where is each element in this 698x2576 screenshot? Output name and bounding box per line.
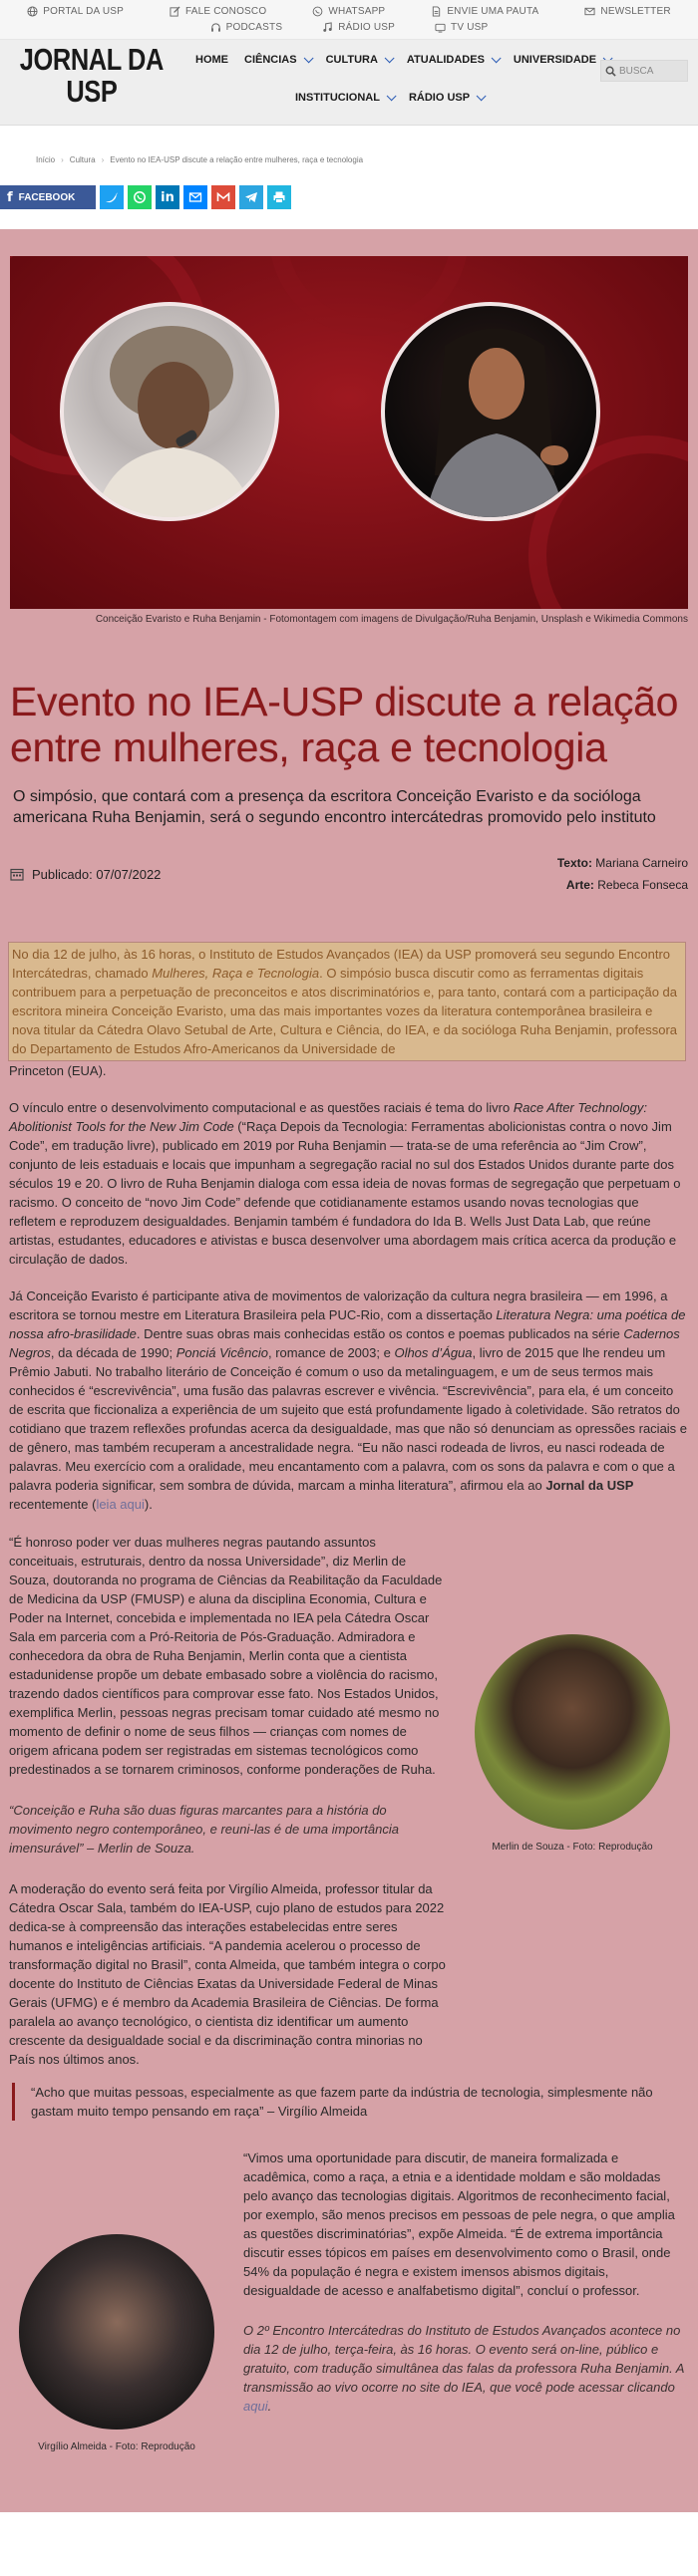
utility-links-row-1	[0, 6, 698, 17]
email-share-button[interactable]	[183, 185, 207, 209]
chevron-down-icon	[387, 91, 397, 101]
ruha-benjamin-photo	[381, 302, 600, 521]
mail-icon	[584, 6, 595, 17]
nav-item-universidade[interactable]	[514, 54, 609, 66]
iea-site-link[interactable]: aqui	[243, 2399, 268, 2414]
whatsapp-share-button[interactable]	[128, 185, 152, 209]
document-icon	[431, 6, 442, 17]
nav-item-label: HOME	[195, 54, 228, 66]
whatsapp-icon	[133, 190, 147, 204]
nav-item-label: ATUALIDADES	[406, 54, 485, 66]
nav-item-cultura[interactable]	[326, 54, 391, 66]
facebook-share-button[interactable]	[0, 185, 96, 209]
breadcrumb	[0, 147, 698, 171]
tv-icon	[435, 22, 446, 33]
merlin-figure	[448, 1533, 697, 1858]
utility-link-whatsapp[interactable]	[312, 6, 385, 17]
nav-item-label: UNIVERSIDADE	[513, 54, 597, 66]
breadcrumb-separator-icon: ›	[61, 154, 64, 164]
linkedin-share-button[interactable]	[156, 185, 179, 209]
gmail-icon	[216, 190, 230, 204]
virgilio-section	[0, 2121, 698, 2452]
twitter-share-button[interactable]	[100, 185, 124, 209]
edit-icon	[170, 6, 180, 17]
globe-icon	[27, 6, 38, 17]
logo-line-2: USP	[66, 74, 118, 109]
whatsapp-icon	[312, 6, 323, 17]
site-header	[0, 40, 698, 126]
paragraph-2: O vínculo entre o desenvolvimento computacional e as questões raciais é tema do livro Race After Technology: Abolitionist Tools for the New Jim Code (“Raça Depois da Tecnologia: Ferramentas abolicionistas contra o novo Jim Code”, em tradução livre), publicado em 2019 por Ruha Benjamin — trata-se de uma referência ao “Jim Crow”, conjunto de leis estaduais e locais que impunham a segregação racial no sul dos Estados Unidos durante parte dos séculos 19 e 20. O livro de Ruha Benjamin dialoga com essa ideia de novas formas de segregação que perpetuam o racismo. O conceito de “novo Jim Code” defende que cotidianamente estamos usando novas tecnologias que refletem e reproduzem desigualdades. Benjamin também é fundadora do Ida B. Wells Just Data Lab, que reúne artistas, estudantes, educadores e ativistas e busca desenvolver uma abordagem mais crítica acerca da produção e circulação de dados.	[9, 1100, 681, 1267]
chevron-down-icon	[385, 53, 395, 63]
utility-link-portal-da-usp[interactable]	[27, 6, 124, 17]
nav-item-label: RÁDIO USP	[408, 92, 471, 104]
utility-link-label: TV USP	[451, 22, 489, 33]
credits	[557, 852, 688, 896]
utility-link-label: RÁDIO USP	[338, 22, 396, 33]
print-icon	[272, 190, 286, 204]
breadcrumb-separator-icon: ›	[101, 154, 105, 164]
utility-bar	[0, 0, 698, 40]
published-label: Publicado:	[32, 866, 93, 882]
hero-caption: Conceição Evaristo e Ruha Benjamin - Fotomontagem com imagens de Divulgação/Ruha Benjamin, Unsplash e Wikimedia Commons	[95, 614, 688, 625]
nav-item-label: CULTURA	[325, 54, 378, 66]
music-icon	[322, 22, 333, 33]
paragraph-5: A moderação do evento será feita por Virgílio Almeida, professor titular da Cátedra Oscar Sala, também do IEA-USP, cujo plano de estudos para 2022 dedica-se à compreensão das interações estabelecidas entre seres humanos e inteligências artificiais. “A pandemia acelerou o processo de transformação digital no Brasil”, conta Almeida, que também integra o corpo docente do Instituto de Ciências Exatas da Universidade Federal de Minas Gerais (UFMG) e é membro da Academia Brasileira de Ciências. De forma paralela ao avanço tecnológico, o cientista diz identificar um aumento crescente da desigualdade social e da discriminação contra minorias no País nos últimos anos.	[9, 1881, 446, 2067]
highlighted-paragraph: No dia 12 de julho, às 16 horas, o Instituto de Estudos Avançados (IEA) da USP promoverá seu segundo Encontro Intercátedras, chamado Mulheres, Raça e Tecnologia. O simpósio busca discutir como as ferramentas digitais contribuem para a perpetuação de preconceitos e atos discriminatórios e, para tanto, contará com a participação da escritora mineira Conceição Evaristo, uma das mais importantes vozes da literatura contemporânea brasileira e nova titular da Cátedra Olavo Setubal de Arte, Cultura e Ciência, do IEA, e da socióloga Ruha Benjamin, professora do Departamento de Estudos Afro-Americanos da Universidade de	[8, 942, 686, 1061]
utility-link-label: NEWSLETTER	[600, 6, 671, 17]
breadcrumb-item[interactable]: Início	[36, 154, 56, 164]
conceicao-evaristo-photo	[60, 302, 279, 521]
main-nav-row-2	[295, 88, 483, 108]
text-author: Mariana Carneiro	[595, 856, 688, 870]
paragraph-6: “Vimos uma oportunidade para discutir, de maneira formalizada e acadêmica, como a raça, a etnia e a identidade moldam e são moldadas pelo avanço das tecnologias digitais. Algoritmos de reconhecimento facial, por exemplo, são menos precisos em pessoas de pele negra, o que amplia as questões discriminatórias”, expõe Almeida. “É de extrema importância discutir esses tópicos em países em desenvolvimento como o Brasil, onde 54% da população é negra e existem imensos abismos digitais, desigualdade de acesso e analfabetismo digital”, concluí o professor.	[243, 2150, 675, 2298]
gmail-share-button[interactable]	[211, 185, 235, 209]
nav-item-ciencias[interactable]	[244, 54, 310, 66]
telegram-share-button[interactable]	[239, 185, 263, 209]
art-author: Rebeca Fonseca	[597, 878, 688, 892]
article-meta	[0, 828, 698, 896]
search-icon[interactable]	[605, 66, 616, 77]
facebook-icon: f	[7, 189, 13, 205]
article-lede: O simpósio, que contará com a presença da escritora Conceição Evaristo e da socióloga americana Ruha Benjamin, será o segundo encontro intercátedras promovido pelo instituto	[13, 788, 656, 826]
chevron-down-icon	[492, 53, 502, 63]
utility-link-radio-usp[interactable]	[322, 22, 395, 33]
closing-paragraph: O 2º Encontro Intercátedras do Instituto de Estudos Avançados acontece no dia 12 de julho, terça-feira, às 16 horas. O evento será on-line, público e gratuito, com tradução simultânea das falas da professora Ruha Benjamin. A transmissão ao vivo ocorre no site do IEA, que você pode acessar clicando aqui.	[243, 2323, 684, 2414]
utility-link-fale-conosco[interactable]	[170, 6, 266, 17]
paragraph-4: “É honroso poder ver duas mulheres negras pautando assuntos conceituais, estruturais, dentro da nossa Universidade”, diz Merlin de Souza, doutoranda no programa de Ciências da Reabilitação da Faculdade de Medicina da USP (FMUSP) e aluna da disciplina Economia, Cultura e Poder na Internet, concebida e implementada no IEA pela Cátedra Oscar Sala em parceria com a Pró-Reitoria de Pós-Graduação. Admiradora e conhecedora da obra de Ruha Benjamin, Merlin conta que a cientista estadunidense propõe um debate embasado sobre a violência do racismo, trazendo dados científicos para comprovar esse fato. Nos Estados Unidos, exemplifica Merlin, pessoas negras precisam tomar cuidado até mesmo no momento de definir o nome de seus filhos — crianças com nomes de origem africana podem ser registradas em sistemas tecnológicos como predestinados a se tornarem criminosos, conforme ponderações de Ruha.	[9, 1535, 443, 1777]
virgilio-caption: Virgílio Almeida - Foto: Reprodução	[38, 2441, 195, 2452]
nav-item-institucional[interactable]	[295, 92, 393, 104]
site-logo[interactable]	[16, 44, 168, 108]
text-label: Texto:	[556, 856, 592, 870]
art-label: Arte:	[565, 878, 594, 892]
merlin-caption: Merlin de Souza - Foto: Reprodução	[492, 1842, 653, 1853]
utility-link-label: FALE CONOSCO	[185, 6, 267, 17]
utility-links-row-2	[0, 22, 698, 33]
virgilio-almeida-photo	[19, 2234, 214, 2430]
published-date: 07/07/2022	[96, 866, 162, 882]
calendar-icon	[10, 867, 24, 881]
main-nav-row-1	[195, 50, 609, 70]
logo-line-1: JORNAL DA	[19, 42, 164, 77]
merlin-section	[0, 1514, 698, 1858]
utility-link-label: PORTAL DA USP	[43, 6, 125, 17]
nav-item-radio-usp[interactable]	[409, 92, 483, 104]
utility-link-label: WHATSAPP	[328, 6, 386, 17]
paragraph-continuation: Princeton (EUA).	[9, 1063, 107, 1078]
utility-link-newsletter[interactable]	[584, 6, 670, 17]
chevron-down-icon	[477, 91, 487, 101]
search-box[interactable]	[600, 60, 688, 82]
utility-link-podcasts[interactable]	[210, 22, 283, 33]
share-bar	[0, 171, 698, 229]
facebook-share-label: FACEBOOK	[18, 191, 76, 203]
paragraph-3: Já Conceição Evaristo é participante ativa de movimentos de valorização da cultura negra brasileira — em 1996, a escritora se tornou mestre em Literatura Brasileira pela PUC-Rio, com a dissertação Literatura Negra: uma poética de nossa afro-brasilidade. Dentre suas obras mais conhecidas estão os contos e poemas publicados na série Cadernos Negros, da década de 1990; Ponciá Vicêncio, romance de 2003; e Olhos d’Água, livro de 2015 que lhe rendeu um Prêmio Jabuti. No trabalho literário de Conceição é comum o uso da metalinguagem, e um de seus termos mais conhecidos é “escrevivência”, uma fusão das palavras escrever e vivência. “Escrevivência”, para ela, é um conceito de escrita que ficcionaliza a experiência de um sujeito que está profundamente ligado à coletividade. São retratos do cotidiano que trazem reflexões profundas acerca da desigualdade, mas que não só denunciam as opressões raciais e de gênero, mas também recuperam a ancestralidade negra. “Eu não nasci rodeada de livros, eu nasci rodeada de palavras. Meu exercício com a oralidade, meu encantamento com a palavra, com os sons da palavra e com o que a palavra poderia significar, sem sombra de dúvida, marcam a minha literatura”, afirmou ela ao Jornal da USP recentemente (leia aqui).	[9, 1288, 688, 1512]
breadcrumb-item: Evento no IEA-USP discute a relação entre mulheres, raça e tecnologia	[110, 154, 364, 164]
utility-link-envie-uma-pauta[interactable]	[431, 6, 538, 17]
virgilio-figure	[0, 2148, 229, 2452]
utility-link-label: PODCASTS	[225, 22, 283, 33]
print-share-button[interactable]	[267, 185, 291, 209]
hero-image	[10, 256, 688, 609]
linkedin-icon: in	[161, 189, 174, 205]
breadcrumb-item[interactable]: Cultura	[69, 154, 96, 164]
nav-item-label: INSTITUCIONAL	[295, 92, 380, 104]
nav-item-home[interactable]	[195, 54, 228, 66]
search-input[interactable]	[619, 66, 685, 77]
headphones-icon	[210, 22, 221, 33]
merlin-de-souza-photo	[475, 1634, 670, 1830]
read-here-link[interactable]: leia aqui	[96, 1497, 145, 1512]
nav-item-label: CIÊNCIAS	[244, 54, 297, 66]
merlin-quote: “Conceição e Ruha são duas figuras marcantes para a história do movimento negro contemporâneo, e reuni-las é de uma importância imensurável” – Merlin de Souza.	[9, 1803, 399, 1856]
article	[0, 229, 698, 2512]
telegram-icon	[244, 190, 258, 204]
nav-item-atualidades[interactable]	[407, 54, 498, 66]
twitter-icon	[105, 190, 119, 204]
utility-link-label: ENVIE UMA PAUTA	[447, 6, 539, 17]
pull-quote: “Acho que muitas pessoas, especialmente as que fazem parte da indústria de tecnologia, simplesmente não gastam muito tempo pensando em raça” – Virgílio Almeida	[12, 2083, 688, 2121]
article-title: Evento no IEA-USP discute a relação entre mulheres, raça e tecnologia	[10, 679, 679, 770]
mail-icon	[188, 190, 202, 204]
publish-date	[10, 852, 161, 896]
chevron-down-icon	[303, 53, 313, 63]
utility-link-tv-usp[interactable]	[435, 22, 488, 33]
